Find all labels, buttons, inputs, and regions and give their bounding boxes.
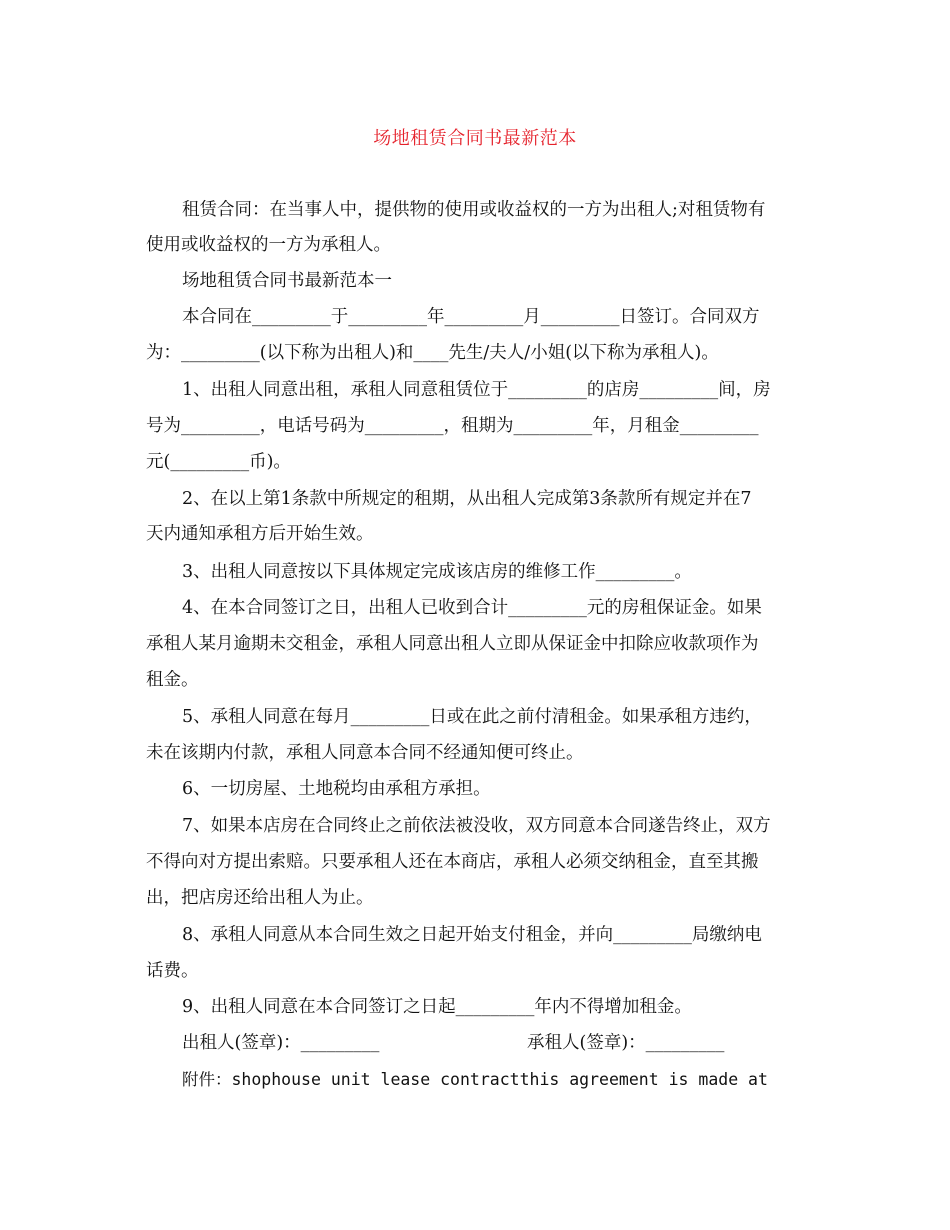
paragraph-line: 使用或收益权的一方为承租人。	[146, 235, 391, 255]
document-title: 场地租赁合同书最新范本	[373, 128, 577, 149]
paragraph-line: 租赁合同：在当事人中，提供物的使用或收益权的一方为出租人;对租赁物有	[182, 200, 766, 220]
clause-line: 号为_________，电话号码为_________，租期为_________年，月租金_________	[146, 416, 759, 436]
clause-line: 7、如果本店房在合同终止之前依法被没收，双方同意本合同遂告终止，双方	[182, 816, 771, 836]
signature-lessee: 承租人(签章)：_________	[527, 1033, 725, 1053]
clause-line: 未在该期内付款，承租人同意本合同不经通知便可终止。	[146, 743, 584, 763]
clause-line: 5、承租人同意在每月_________日或在此之前付清租金。如果承租方违约，	[182, 707, 762, 727]
clause-line: 6、一切房屋、土地税均由承租方承担。	[182, 779, 491, 799]
clause-line: 9、出租人同意在本合同签订之日起_________年内不得增加租金。	[182, 997, 692, 1017]
clause-line: 1、出租人同意出租，承租人同意租赁位于_________的店房_________间，房	[182, 380, 771, 400]
clause-line: 3、出租人同意按以下具体规定完成该店房的维修工作_________。	[182, 562, 692, 582]
paragraph-line: 为：_________(以下称为出租人)和____先生/夫人/小姐(以下称为承租人)。	[146, 343, 719, 363]
clause-line: 天内通知承租方后开始生效。	[146, 524, 374, 544]
clause-line: 8、承租人同意从本合同生效之日起开始支付租金，并向_________局缴纳电	[182, 925, 762, 945]
section-heading: 场地租赁合同书最新范本一	[182, 271, 392, 291]
clause-line: 承租人某月逾期未交租金，承租人同意出租人立即从保证金中扣除应收款项作为	[146, 634, 759, 654]
clause-line: 租金。	[146, 670, 199, 690]
signature-lessor: 出租人(签章)：_________	[182, 1033, 380, 1053]
clause-line: 4、在本合同签订之日，出租人已收到合计_________元的房租保证金。如果	[182, 598, 762, 618]
attachment-line: 附件：shophouse unit lease contractthis agreement is made at	[182, 1070, 768, 1089]
clause-line: 元(_________币)。	[146, 452, 291, 472]
paragraph-line: 本合同在_________于_________年_________月_________日签订。合同双方	[182, 307, 760, 327]
clause-line: 2、在以上第1条款中所规定的租期，从出租人完成第3条款所有规定并在7	[182, 489, 752, 509]
clause-line: 不得向对方提出索赔。只要承租人还在本商店，承租人必须交纳租金，直至其搬	[146, 852, 759, 872]
clause-line: 话费。	[146, 961, 199, 981]
clause-line: 出，把店房还给出租人为止。	[146, 888, 374, 908]
